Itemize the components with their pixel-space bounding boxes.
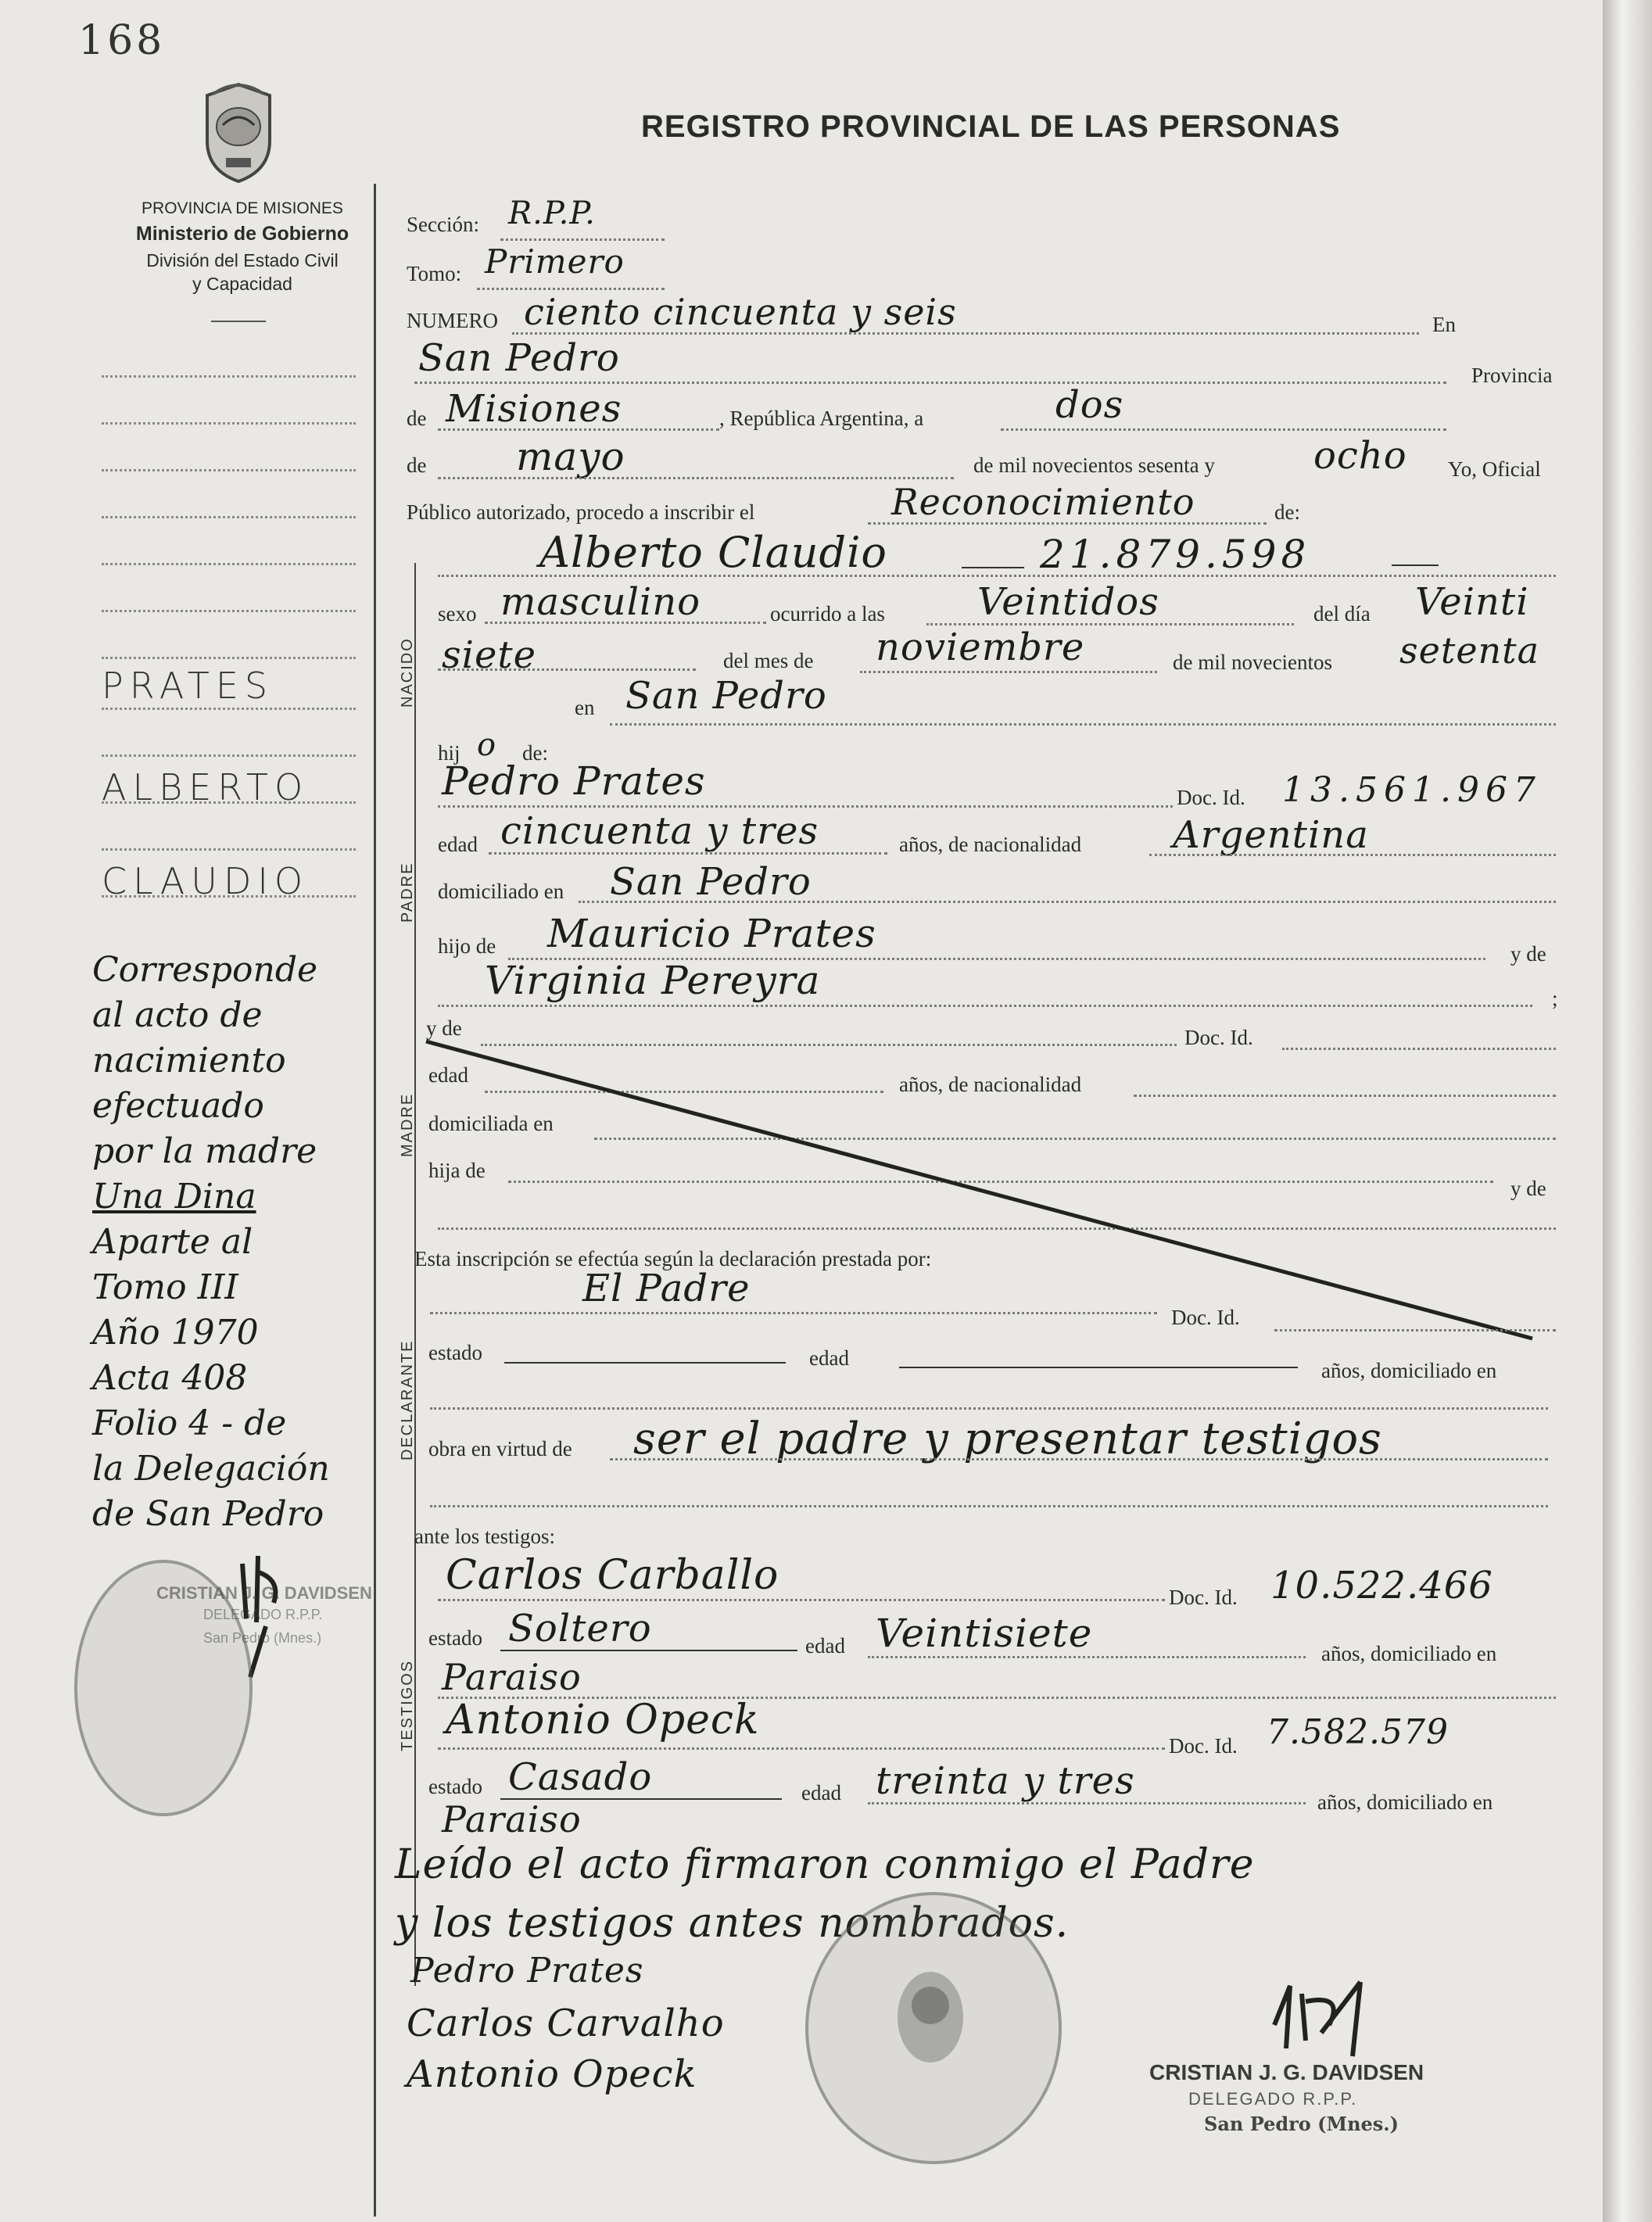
margin-middle-name: CLAUDIO [102, 860, 310, 902]
page-edge [1603, 0, 1652, 2222]
padre-section-label: PADRE [399, 862, 416, 923]
padre-nac-label: años, de nacionalidad [899, 833, 1082, 856]
abuela-value: Virginia Pereyra [485, 958, 821, 1003]
t1-doc-label: Doc. Id. [1169, 1586, 1238, 1609]
declarante-estado-label: estado [428, 1341, 482, 1364]
padre-nombre-value: Pedro Prates [442, 758, 706, 804]
en-label: En [1432, 313, 1456, 336]
tomo-label: Tomo: [407, 262, 462, 285]
t2-nombre: Antonio Opeck [446, 1697, 760, 1744]
t2-domicilio-value: Paraiso [442, 1798, 582, 1840]
t2-nombre-dots [438, 1747, 1165, 1750]
signature-witness-2: Antonio Opeck [407, 2052, 697, 2096]
abuelo-value: Mauricio Prates [547, 911, 876, 956]
obra-dots [610, 1458, 1548, 1460]
lugar-value: San Pedro [418, 336, 620, 380]
obra-label: obra en virtud de [428, 1437, 572, 1460]
lugar-value-nac: San Pedro [625, 674, 827, 718]
padre-edad-label: edad [438, 833, 478, 856]
padre-domicilio-value: San Pedro [610, 860, 812, 904]
signature-father: Pedro Prates [410, 1951, 644, 1991]
declarante-estado-line [504, 1362, 786, 1364]
officer-signature-icon [1267, 1970, 1376, 2068]
padre-yde-label: y de [1510, 942, 1546, 966]
obra-value: ser el padre y presentar testigos [633, 1414, 1382, 1464]
t1-edad-dots [868, 1656, 1306, 1658]
page-number: 168 [78, 17, 166, 64]
margin-officer-name: CRISTIAN J. G. DAVIDSEN [156, 1583, 372, 1603]
mes-value: mayo [516, 434, 625, 479]
declarante-anios-label: años, domiciliado en [1321, 1359, 1497, 1382]
closing-line-2: y los testigos antes nombrados. [395, 1900, 1070, 1947]
padre-doc-value: 13.561.967 [1282, 770, 1542, 810]
mes-value-nac: noviembre [876, 625, 1085, 669]
madre-section-label: MADRE [399, 1092, 416, 1157]
numero-label: NUMERO [407, 309, 499, 332]
dia-label: del día [1313, 602, 1371, 625]
en-label-nac: en [575, 696, 595, 719]
declarante-nombre-dots [430, 1312, 1157, 1314]
t1-nombre-dots [438, 1599, 1165, 1601]
mil-label: de mil novecientos sesenta y [973, 453, 1215, 477]
org-line-4: y Capacidad [192, 274, 292, 294]
seccion-value: R.P.P. [508, 195, 596, 231]
nombre-value: Alberto Claudio [539, 528, 887, 577]
declarante-edad-line [899, 1367, 1298, 1368]
officer-place: San Pedro (Mnes.) [1204, 2113, 1399, 2135]
org-line-2: Ministerio de Gobierno [135, 223, 349, 245]
dia-value-b: siete [442, 633, 537, 677]
t2-edad-dots [868, 1802, 1306, 1804]
madre-yde2-label: y de [1510, 1177, 1546, 1200]
publico-label: Público autorizado, procedo a inscribir el [407, 500, 755, 524]
t1-nombre: Carlos Carballo [446, 1552, 779, 1599]
dia-value-a: Veinti [1415, 580, 1529, 624]
margin-surname: PRATES [102, 665, 274, 707]
dia-value: dos [1055, 383, 1124, 427]
republica-label: , República Argentina, a [719, 407, 924, 430]
margin-first-name: ALBERTO [102, 766, 310, 808]
declarante-domicilio-dots [430, 1407, 1548, 1410]
numero-value: ciento cincuenta y seis [524, 291, 957, 333]
testigos-intro: ante los testigos: [414, 1525, 555, 1548]
seal-portrait-icon [883, 1962, 977, 2084]
t2-doc-label: Doc. Id. [1169, 1734, 1238, 1758]
provincia-value: Misiones [446, 387, 622, 431]
declarante-intro: Esta inscripción se efectúa según la declaración prestada por: [414, 1247, 932, 1270]
provincia-label: Provincia [1471, 364, 1553, 387]
margin-annotation: Corresponde al acto de nacimiento efectuado por la madre Una Dina Aparte al Tomo III Año 1970 Acta 408 Folio 4 - de la Delegación de San Pedro [92, 950, 330, 1534]
t2-doc-value: 7.582.579 [1267, 1712, 1449, 1752]
margin-officer-place: San Pedro (Mnes.) [203, 1630, 322, 1646]
madre-domicilio-label: domiciliada en [428, 1112, 554, 1135]
mil-label-nac: de mil novecientos [1173, 650, 1332, 674]
t1-domicilio-value: Paraiso [442, 1656, 582, 1698]
sexo-value: masculino [500, 580, 701, 624]
t1-estado-label: estado [428, 1626, 482, 1650]
hijo-suffix: o [477, 727, 497, 763]
de-label: de [407, 407, 427, 430]
t2-estado-label: estado [428, 1775, 482, 1798]
margin-officer-role: DELEGADO R.P.P. [203, 1607, 323, 1622]
padre-doc-label: Doc. Id. [1177, 786, 1245, 809]
t2-edad-label: edad [801, 1781, 841, 1804]
closing-line-1: Leído el acto firmaron conmigo el Padre [395, 1841, 1255, 1888]
declarante-doc-dots [1274, 1329, 1556, 1331]
oficial-label: Yo, Oficial [1448, 457, 1541, 481]
t1-edad-label: edad [805, 1634, 845, 1658]
t1-anios-label: años, domiciliado en [1321, 1642, 1497, 1665]
testigos-section-label: TESTIGOS [399, 1659, 416, 1751]
org-line-1: PROVINCIA DE MISIONES [142, 199, 343, 217]
t2-estado-value: Casado [508, 1755, 653, 1799]
declarante-edad-label: edad [809, 1346, 849, 1370]
t2-anios-label: años, domiciliado en [1317, 1790, 1493, 1814]
sexo-label: sexo [438, 602, 477, 625]
t1-edad-value: Veintisiete [876, 1611, 1093, 1656]
declarante-doc-label: Doc. Id. [1171, 1306, 1240, 1329]
de2-label: de [407, 453, 427, 477]
signature-witness-1: Carlos Carvalho [407, 2002, 725, 2045]
acto-value: Reconocimiento [891, 481, 1195, 523]
declarante-section-label: DECLARANTE [399, 1339, 416, 1460]
padre-domicilio-label: domiciliado en [438, 880, 564, 903]
padre-semicolon: ; [1552, 987, 1558, 1010]
obra-extra-dots [430, 1505, 1548, 1507]
madre-hijade-label: hija de [428, 1159, 486, 1182]
seccion-label: Sección: [407, 213, 479, 236]
t1-doc-value: 10.522.466 [1270, 1564, 1493, 1607]
officer-name: CRISTIAN J. G. DAVIDSEN [1149, 2060, 1424, 2084]
de3-label: de: [1274, 500, 1300, 524]
numero-doc-value: 21.879.598 [1040, 532, 1311, 577]
madre-yde-label: y de [426, 1016, 462, 1040]
madre-edad-label: edad [428, 1063, 468, 1087]
hijo-de-label: de: [522, 741, 548, 765]
officer-role: DELEGADO R.P.P. [1188, 2089, 1358, 2109]
nacido-section-label: NACIDO [399, 637, 416, 708]
madre-doc-label: Doc. Id. [1184, 1026, 1253, 1049]
document-title: REGISTRO PROVINCIAL DE LAS PERSONAS [641, 109, 1341, 144]
tomo-value: Primero [485, 242, 625, 281]
ocurrido-label: ocurrido a las [770, 602, 885, 625]
declarante-nombre-value: El Padre [582, 1267, 751, 1310]
org-line-3: División del Estado Civil [146, 250, 339, 271]
padre-edad-value: cincuenta y tres [500, 809, 819, 853]
anio-value-nac: setenta [1399, 629, 1540, 672]
padre-nac-value: Argentina [1173, 813, 1369, 857]
anio-value: ocho [1313, 434, 1407, 478]
padre-hijode-label: hijo de [438, 934, 496, 958]
t1-estado-line [500, 1650, 797, 1651]
t2-edad-value: treinta y tres [876, 1759, 1135, 1803]
hora-value: Veintidos [977, 580, 1159, 624]
mes-label: del mes de [723, 649, 814, 672]
madre-nac-label: años, de nacionalidad [899, 1073, 1082, 1096]
hijo-label: hij [438, 741, 460, 765]
t1-estado-value: Soltero [508, 1607, 652, 1650]
